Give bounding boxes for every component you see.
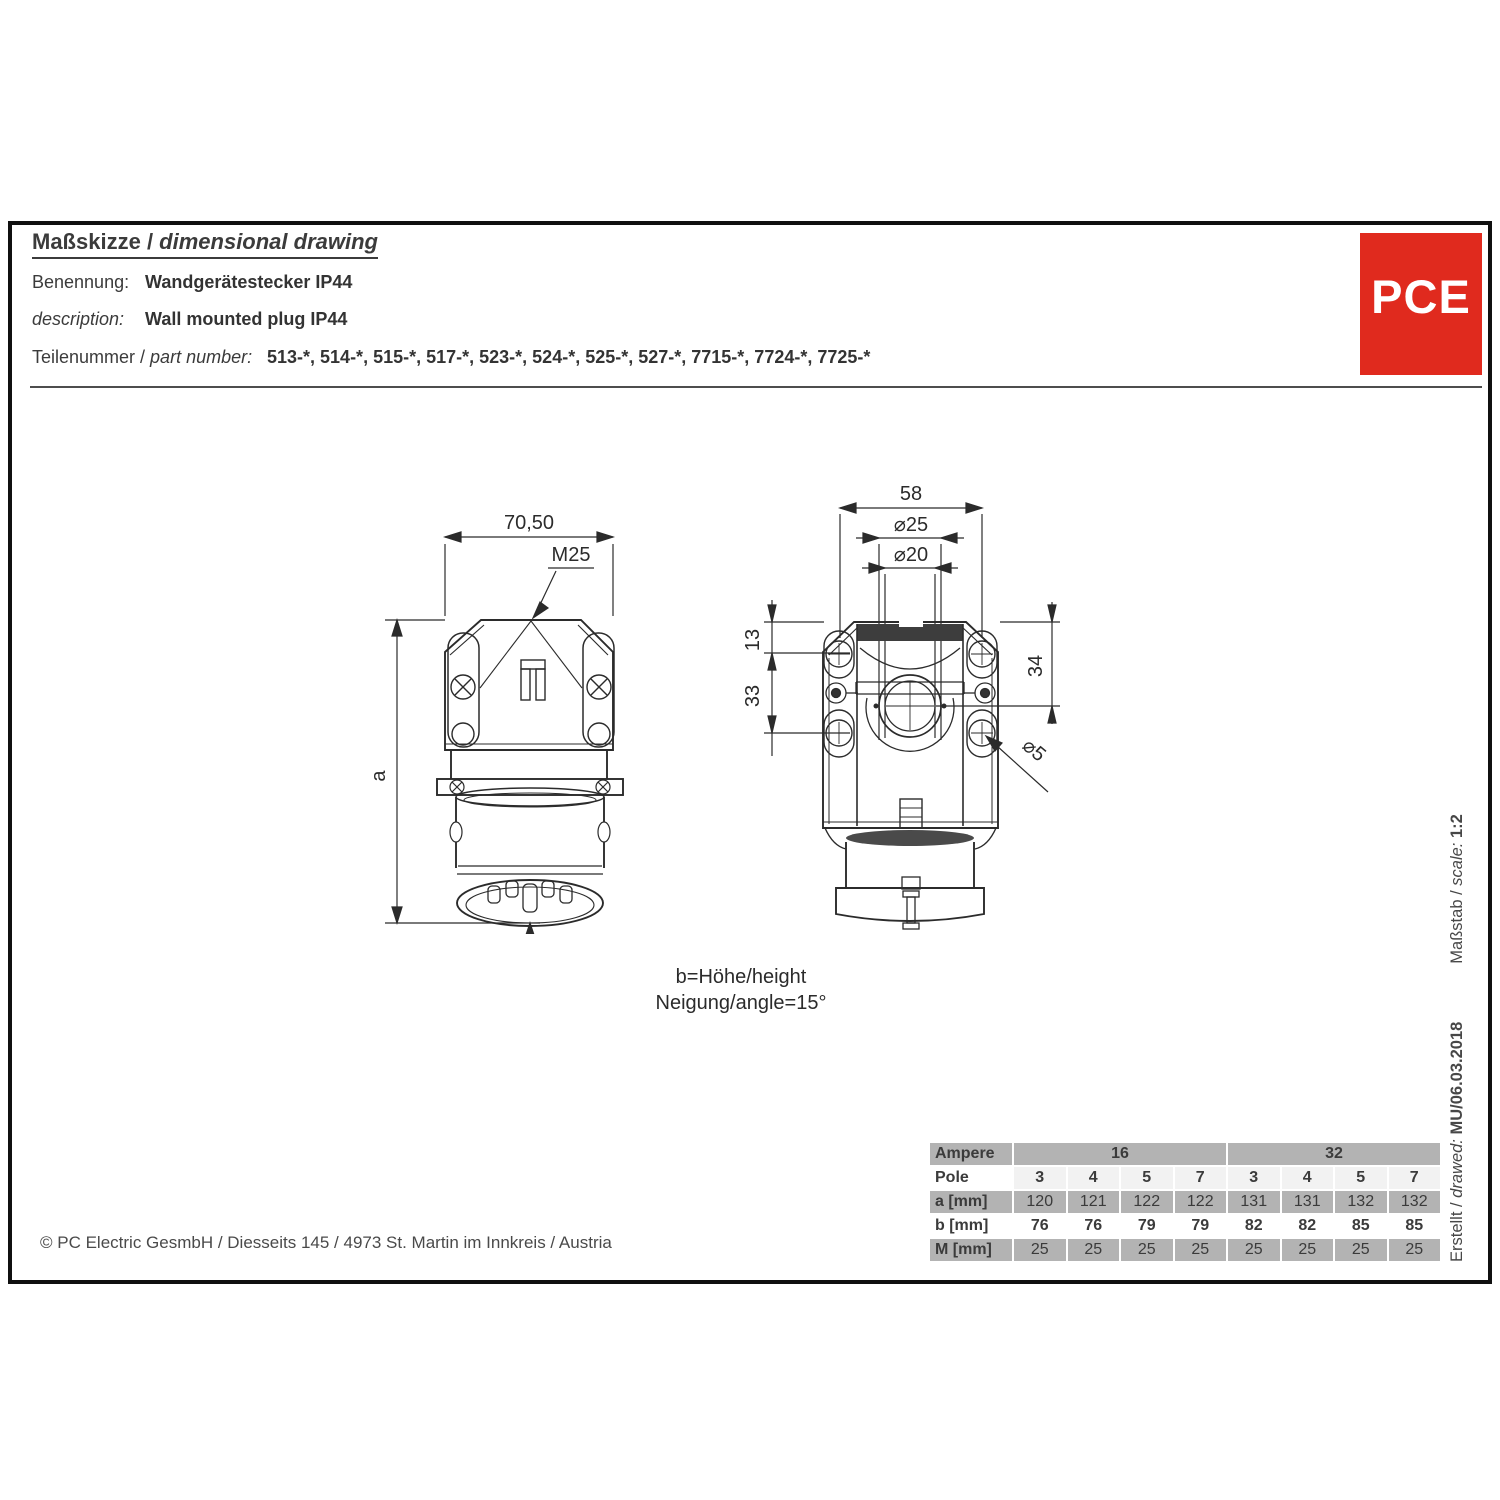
table-cell: 76 <box>1068 1215 1120 1237</box>
table-cell: 122 <box>1121 1191 1173 1213</box>
table-cell: 122 <box>1175 1191 1227 1213</box>
table-cell: 4 <box>1282 1167 1334 1189</box>
title-sep: / <box>140 229 160 254</box>
dim-label-58: 58 <box>899 483 923 505</box>
table-b-label: b [mm] <box>930 1215 1012 1237</box>
dim-label-33: 33 <box>742 684 764 708</box>
table-cell: 131 <box>1282 1191 1334 1213</box>
table-cell: 25 <box>1068 1239 1120 1261</box>
table-cell: 85 <box>1335 1215 1387 1237</box>
left-view <box>385 532 623 933</box>
center-slot <box>521 660 545 700</box>
dim-label-70-50: 70,50 <box>503 512 555 534</box>
table-ampere-32: 32 <box>1228 1143 1440 1165</box>
flange-screws <box>450 780 610 794</box>
partnumber-label-de: Teilenummer / <box>32 347 151 367</box>
dim-label-d25: ⌀25 <box>893 514 929 536</box>
table-cell: 82 <box>1282 1215 1334 1237</box>
table-cell: 25 <box>1121 1239 1173 1261</box>
table-cell: 79 <box>1121 1215 1173 1237</box>
table-m-label: M [mm] <box>930 1239 1012 1261</box>
table-cell: 7 <box>1175 1167 1227 1189</box>
table-cell: 4 <box>1068 1167 1120 1189</box>
table-cell: 25 <box>1228 1239 1280 1261</box>
table-cell: 25 <box>1335 1239 1387 1261</box>
table-pole-label: Pole <box>930 1167 1012 1189</box>
table-cell: 5 <box>1121 1167 1173 1189</box>
front-screws <box>451 675 611 745</box>
table-cell: 132 <box>1389 1191 1441 1213</box>
created-value: MU/06.03.2018 <box>1448 1021 1466 1135</box>
created-label-de: Erstellt / <box>1448 1197 1466 1262</box>
terminal-screws <box>826 683 995 703</box>
table-cell: 85 <box>1389 1215 1441 1237</box>
revision-side-text <box>1448 770 1474 1262</box>
table-cell: 131 <box>1228 1191 1280 1213</box>
table-cell: 120 <box>1014 1191 1066 1213</box>
benennung-value: Wandgerätestecker IP44 <box>145 272 353 292</box>
scale-label-en: scale: <box>1448 838 1466 886</box>
dim-label-34: 34 <box>1025 654 1047 678</box>
table-ampere-16: 16 <box>1014 1143 1226 1165</box>
table-cell: 5 <box>1335 1167 1387 1189</box>
table-cell: 82 <box>1228 1215 1280 1237</box>
title-en: dimensional drawing <box>159 229 378 254</box>
benennung-label: Benennung: <box>32 272 130 292</box>
table-cell: 132 <box>1335 1191 1387 1213</box>
table-cell: 25 <box>1014 1239 1066 1261</box>
scale-value: 1:2 <box>1448 814 1466 839</box>
title-de: Maßskizze <box>32 229 141 254</box>
table-cell: 25 <box>1282 1239 1334 1261</box>
description-value: Wall mounted plug IP44 <box>145 309 348 329</box>
note-angle: Neigung/angle=15° <box>655 992 827 1014</box>
partnumber-label-en: part number: <box>150 347 253 367</box>
m25-leader <box>533 568 594 618</box>
description-label: description: <box>32 309 125 329</box>
table-cell: 7 <box>1389 1167 1441 1189</box>
dim-label-d20: ⌀20 <box>893 544 929 566</box>
dim-label-13: 13 <box>742 628 764 652</box>
created-label-en: drawed: <box>1448 1134 1466 1198</box>
table-ampere-label: Ampere <box>930 1143 1012 1165</box>
scale-label-de: Maßstab / <box>1448 885 1466 964</box>
copyright-footer: © PC Electric GesmbH / Diesseits 145 / 4973 St. Martin im Innkreis / Austria <box>40 1233 612 1252</box>
dim-label-a: a <box>368 770 390 782</box>
table-cell: 25 <box>1175 1239 1227 1261</box>
table-cell: 76 <box>1014 1215 1066 1237</box>
table-cell: 3 <box>1014 1167 1066 1189</box>
plug-pins <box>488 881 572 912</box>
table-a-label: a [mm] <box>930 1191 1012 1213</box>
table-cell: 121 <box>1068 1191 1120 1213</box>
left-height-dimension <box>385 620 540 923</box>
right-view <box>764 503 1060 929</box>
partnumber-value: 513-*, 514-*, 515-*, 517-*, 523-*, 524-*, 525-*, 527-*, 7715-*, 7724-*, 7725-* <box>267 347 871 367</box>
dim-label-d5: ⌀5 <box>1017 734 1050 767</box>
table-cell: 3 <box>1228 1167 1280 1189</box>
note-height: b=Höhe/height <box>675 966 807 988</box>
pce-logo-text: PCE <box>1371 269 1471 323</box>
table-cell: 79 <box>1175 1215 1227 1237</box>
dimension-table <box>930 1143 1439 1261</box>
dim-label-m25: M25 <box>551 544 591 566</box>
table-cell: 25 <box>1389 1239 1441 1261</box>
